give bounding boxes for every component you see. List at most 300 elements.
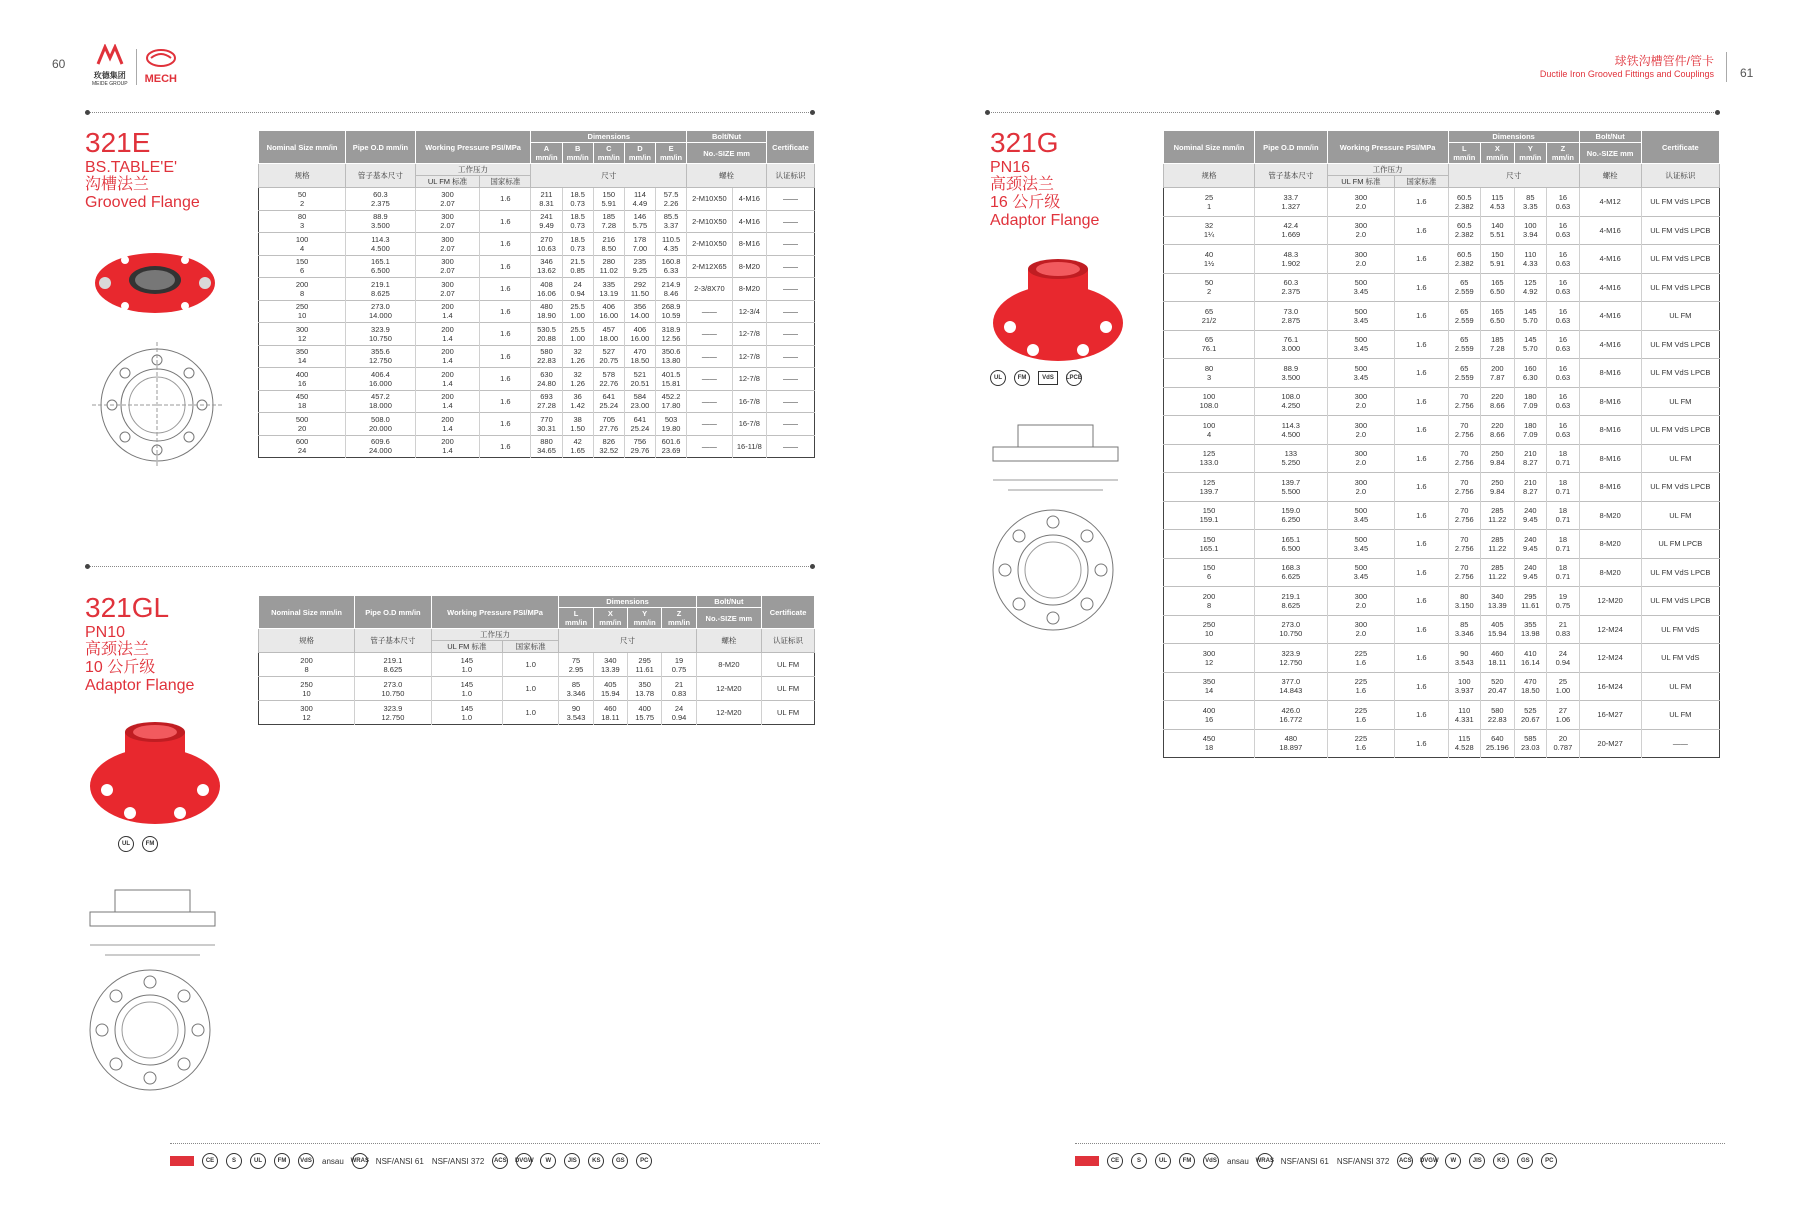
cell-d-mm: 178 [633,234,647,244]
cell-pipe-od [346,413,415,436]
cell-bolt-1: 2-3/8X70 [687,278,733,301]
cell-ulfm-pressure-in: 1.0 [461,688,473,698]
right-header-title [1540,52,1714,79]
cell-nominal [1164,501,1255,530]
cell-nominal [259,390,346,413]
cell-pipe-od-in: 1.669 [1281,230,1301,240]
cell-bolt: 8-M16 [1579,359,1641,388]
cell-b [562,255,593,278]
col-bolt: Bolt/Nut [687,131,767,143]
cell-z-mm: 25 [1558,677,1568,687]
cn-cert: 认证标识 [762,629,815,653]
cell-pipe-od-in: 8.625 [371,288,390,298]
cell-z-mm: 16 [1558,392,1568,402]
cell-z-mm: 21 [1558,620,1568,630]
cell-z [1547,473,1580,502]
cell-ulfm-pressure-mm: 200 [441,302,454,312]
cell-x-in: 5.51 [1490,230,1505,240]
cell-y [1514,587,1547,616]
cn-pipe: 管子基本尺寸 [355,629,432,653]
cell-a-in: 18.90 [537,311,556,321]
cell-e [656,435,687,458]
cell-bolt-2: 16-7/8 [732,413,766,436]
cell-l-mm: 70 [1460,563,1469,573]
cell-cert: —— [767,390,815,413]
cell-gb-pressure: 1.6 [480,300,531,323]
cert-mark-15: PC [636,1153,652,1169]
cert-mark-8: NSF/ANSI 372 [431,1156,485,1166]
cell-x-in: 18.11 [1488,657,1507,667]
cell-cert: —— [767,323,815,346]
cell-d [624,233,655,256]
cell-b [562,435,593,458]
cell-y-mm: 525 [1524,705,1537,715]
cell-x-mm: 640 [1491,734,1504,744]
cell-ulfm-pressure [1327,359,1395,388]
cell-x-mm: 220 [1491,420,1504,430]
cell-a [531,345,562,368]
cell-d-in: 29.76 [630,446,650,456]
cell-gb-pressure: 1.6 [480,345,531,368]
cell-nominal [259,701,355,725]
cn-bolt: 螺栓 [687,164,767,188]
cell-y [1514,273,1547,302]
cell-bolt: 8-M16 [1579,416,1641,445]
col-working: Working Pressure PSI/MPa [431,596,559,629]
cell-pipe-od-in: 24.000 [368,446,392,456]
cell-l [559,677,593,701]
cell-nominal-mm: 65 [1204,306,1214,316]
cell-y-in: 6.30 [1523,372,1538,382]
cert-mark-1: S [1131,1153,1147,1169]
cell-a [531,210,562,233]
cell-l-in: 3.346 [1454,629,1474,639]
cell-cert: UL FM VdS [1641,644,1719,673]
cell-nominal [1164,330,1255,359]
cell-pipe-od [346,368,415,391]
cn-pipe: 管子基本尺寸 [1255,164,1328,188]
cell-a [531,188,562,211]
vds-icon: VdS [1038,371,1058,385]
cell-pipe-od-mm: 406.4 [371,369,390,379]
cell-pipe-od [1255,416,1328,445]
cell-gb-pressure: 1.0 [503,677,559,701]
cell-nominal-mm: 400 [295,369,309,379]
cell-bolt: 8-M20 [1579,558,1641,587]
cell-b [562,323,593,346]
cell-nominal-mm: 100 [1202,392,1216,402]
brand-cn: 玫德集团 [93,71,126,80]
cell-c-mm: 406 [602,302,616,312]
cell-bolt: 12-M24 [1579,615,1641,644]
cell-a-in: 13.62 [537,266,556,276]
cell-d-in: 7.00 [632,243,648,253]
cell-y-in: 13.98 [1520,629,1540,639]
cell-cert: UL FM VdS LPCB [1641,188,1719,217]
cell-ulfm-pressure-in: 3.45 [1353,543,1369,553]
cell-l-mm: 115 [1458,734,1471,744]
cell-y-in: 13.78 [635,688,655,698]
cell-x [1481,473,1515,502]
cell-ulfm-pressure-mm: 300 [1354,192,1368,202]
cell-nominal-mm: 250 [1202,620,1216,630]
cell-z [1547,216,1580,245]
cell-pipe-od [1255,444,1328,473]
cell-gb-pressure: 1.6 [1395,587,1448,616]
cell-y-mm: 400 [638,703,651,713]
cell-pipe-od-mm: 219.1 [383,655,403,665]
cell-ulfm-pressure-mm: 500 [1354,534,1368,544]
cell-ulfm-pressure [1327,273,1395,302]
cell-ulfm-pressure-mm: 200 [441,414,454,424]
cell-e [656,255,687,278]
cell-y [628,701,662,725]
table-row [259,677,815,701]
cell-y-in: 3.94 [1523,230,1538,240]
cell-y-mm: 145 [1524,306,1537,316]
footer-cert-strip-right [1075,1153,1557,1169]
cell-b [562,278,593,301]
cell-cert: —— [767,210,815,233]
cell-ulfm-pressure [1327,501,1395,530]
cell-nominal [1164,530,1255,559]
cell-z-in: 1.00 [1555,686,1571,696]
cell-y-mm: 160 [1524,363,1537,373]
cell-ulfm-pressure-in: 2.07 [440,243,455,253]
cell-pipe-od [1255,330,1328,359]
cell-ulfm-pressure [1327,416,1395,445]
cell-pipe-od-mm: 76.1 [1283,335,1299,345]
product-class-cn: 16 公斤级 [990,193,1061,211]
cell-e-in: 8.46 [663,288,679,298]
cell-cert: UL FM VdS LPCB [1641,245,1719,274]
cell-pipe-od-mm: 133 [1284,449,1298,459]
spec-table-321g [1163,130,1720,758]
cert-mark-10: DVGW [516,1153,532,1169]
cell-ulfm-pressure-mm: 300 [441,279,454,289]
cell-nominal [1164,644,1255,673]
cell-a-in: 30.31 [537,423,556,433]
col-pipe: Pipe O.D mm/in [346,131,415,164]
cell-ulfm-pressure [1327,615,1395,644]
cell-a-mm: 530.5 [537,324,556,334]
cell-l [1448,245,1481,274]
cell-d [624,300,655,323]
cell-ulfm-pressure [431,701,502,725]
cell-ulfm-pressure [415,188,480,211]
cell-l-in: 3.346 [566,688,586,698]
col-working: Working Pressure PSI/MPa [1327,131,1448,164]
cell-z-mm: 16 [1558,363,1568,373]
cell-bolt-1: —— [687,413,733,436]
product-standard: PN10 [85,623,126,641]
cell-pipe-od [1255,701,1328,730]
cell-e [656,323,687,346]
cell-d [624,323,655,346]
cell-nominal-mm: 200 [300,655,313,665]
table-row [1164,729,1720,758]
cn-gb: 国家标准 [503,641,559,653]
cert-mark-7: NSF/ANSI 61 [1280,1156,1329,1166]
table-row [1164,644,1720,673]
cell-l [1448,473,1481,502]
cell-pipe-od-mm: 88.9 [373,212,388,222]
cell-nominal-mm: 350 [1202,677,1216,687]
cell-ulfm-pressure-mm: 300 [1354,392,1368,402]
cert-mark-4: VdS [298,1153,314,1169]
cell-l [1448,273,1481,302]
cell-bolt-2: 12-7/8 [732,368,766,391]
cell-y [1514,216,1547,245]
cell-ulfm-pressure-in: 2.0 [1355,486,1367,496]
cell-c-mm: 185 [602,212,616,222]
cell-nominal-in: 6 [1206,572,1212,582]
cell-b-mm: 32 [573,347,582,357]
cell-bolt-2: 16-7/8 [732,390,766,413]
cell-ulfm-pressure-in: 2.0 [1355,629,1367,639]
cell-z-mm: 19 [674,655,684,665]
cell-e-mm: 452.2 [661,392,681,402]
cell-a-mm: 270 [540,234,553,244]
cell-pipe-od-mm: 508.0 [371,414,390,424]
cn-press: 工作压力 [1327,164,1448,176]
cell-l-mm: 100 [1458,677,1471,687]
cell-pipe-od-in: 4.250 [1281,401,1301,411]
cell-pipe-od-mm: 114.3 [371,234,390,244]
col-cert: Certificate [767,131,815,164]
cell-x [1481,330,1515,359]
table-row [1164,273,1720,302]
cell-e-mm: 268.9 [661,302,681,312]
cell-y [1514,245,1547,274]
cell-ulfm-pressure [1327,188,1395,217]
cell-x [1481,359,1515,388]
cell-pipe-od-in: 5.500 [1281,486,1301,496]
cell-l-mm: 65 [1460,335,1469,345]
cell-b-in: 1.42 [570,401,585,411]
cell-pipe-od [346,323,415,346]
cell-y [1514,302,1547,331]
cell-pipe-od-mm: 60.3 [1283,278,1299,288]
cn-size: 尺寸 [559,629,696,653]
cell-nominal [259,300,346,323]
cell-ulfm-pressure-in: 3.45 [1353,572,1369,582]
cn-size: 尺寸 [531,164,687,188]
cell-c-mm: 641 [602,392,616,402]
cell-b-in: 1.00 [570,311,585,321]
cell-z [1547,587,1580,616]
cell-z-mm: 16 [1558,335,1568,345]
cell-x-in: 22.83 [1487,714,1507,724]
cell-ulfm-pressure [431,653,502,677]
cell-x-mm: 165 [1491,306,1504,316]
cell-c [593,210,624,233]
cell-x-mm: 200 [1491,363,1504,373]
cell-nominal-in: 1¼ [1203,230,1215,240]
cell-d-mm: 356 [633,302,647,312]
cell-pipe-od [346,255,415,278]
cell-y-mm: 180 [1524,420,1537,430]
cell-b-in: 0.73 [570,198,585,208]
cell-pipe-od-mm: 60.3 [373,189,388,199]
cell-a [531,368,562,391]
cell-ulfm-pressure [415,233,480,256]
cell-z-in: 0.787 [1553,743,1573,753]
cell-gb-pressure: 1.6 [480,435,531,458]
cell-gb-pressure: 1.6 [1395,672,1448,701]
cell-x [1481,444,1515,473]
cell-l-in: 3.543 [566,712,586,722]
cell-bolt-1: 2-M10X50 [687,233,733,256]
cell-d-in: 16.00 [630,333,650,343]
cell-nominal [259,677,355,701]
table-row [259,435,815,458]
cell-nominal [1164,615,1255,644]
cell-d-in: 20.51 [630,378,650,388]
cell-nominal-in: 16 [1204,714,1214,724]
rule-321e [85,112,815,113]
cell-nominal-in: 4 [1206,429,1212,439]
cell-ulfm-pressure-in: 1.6 [1355,686,1367,696]
cell-ulfm-pressure [1327,701,1395,730]
cell-a [531,233,562,256]
cell-gb-pressure: 1.6 [1395,444,1448,473]
brand-bar-icon [170,1156,194,1166]
cell-e-mm: 214.9 [661,279,681,289]
cell-z-mm: 18 [1558,563,1568,573]
cell-d-mm: 470 [633,347,647,357]
cell-x-mm: 340 [604,655,617,665]
cell-l-in: 2.382 [1454,201,1474,211]
cell-ulfm-pressure-mm: 200 [441,392,454,402]
cell-c-mm: 216 [602,234,616,244]
cell-l-mm: 90 [1460,648,1469,658]
cell-x [1481,245,1515,274]
cell-a-in: 9.49 [539,221,554,231]
cell-ulfm-pressure [1327,302,1395,331]
cell-nominal [1164,587,1255,616]
cell-y [1514,729,1547,758]
cn-cert: 认证标识 [767,164,815,188]
cn-bolt: 螺栓 [696,629,761,653]
cell-pipe-od-in: 12.750 [1279,657,1303,667]
cert-mark-12: JIS [564,1153,580,1169]
cell-a-in: 20.88 [537,333,556,343]
cell-z-mm: 16 [1558,278,1568,288]
cell-x-in: 15.94 [1487,629,1507,639]
cell-x [1481,273,1515,302]
footer-cert-strip-left [170,1153,652,1169]
cell-nominal-in: 139.7 [1199,486,1219,496]
cell-c-mm: 705 [602,414,616,424]
cert-mark-6: WRAS [1257,1153,1273,1169]
col-bolt: Bolt/Nut [1579,131,1641,143]
cell-gb-pressure: 1.6 [1395,359,1448,388]
cell-l-mm: 60.5 [1456,249,1472,259]
cell-l [1448,188,1481,217]
cert-mark-14: GS [1517,1153,1533,1169]
cell-ulfm-pressure [1327,387,1395,416]
cell-c-mm: 457 [602,324,616,334]
cell-gb-pressure: 1.6 [1395,530,1448,559]
cell-e-in: 23.69 [661,446,681,456]
cell-x-mm: 185 [1491,335,1504,345]
cell-e-mm: 503 [664,414,678,424]
cell-nominal [1164,245,1255,274]
spec-table-321e [258,130,815,458]
cell-ulfm-pressure [1327,216,1395,245]
cell-l-mm: 65 [1460,306,1469,316]
cell-z [1547,359,1580,388]
cell-nominal [1164,558,1255,587]
cell-l-in: 2.95 [568,664,584,674]
cell-d [624,210,655,233]
cell-c [593,188,624,211]
cell-x [1481,188,1515,217]
cell-z-in: 0.63 [1555,401,1571,411]
cell-l-mm: 60.5 [1456,221,1472,231]
cell-d-mm: 146 [633,212,647,222]
cell-pipe-od-mm: 609.6 [371,437,390,447]
cell-z-in: 0.63 [1555,258,1571,268]
cert-mark-6: WRAS [352,1153,368,1169]
cell-gb-pressure: 1.6 [480,390,531,413]
cell-pipe-od-in: 10.750 [1279,629,1303,639]
cell-pipe-od-mm: 165.1 [371,257,390,267]
cell-a-in: 34.65 [537,446,556,456]
cell-bolt: 4-M16 [1579,245,1641,274]
header-divider [1726,52,1727,82]
cell-pipe-od [346,390,415,413]
cell-y [1514,558,1547,587]
cell-ulfm-pressure [415,210,480,233]
cell-bolt: 4-M12 [1579,188,1641,217]
cell-y-in: 5.70 [1523,315,1538,325]
cell-z [1547,729,1580,758]
cell-z-mm: 24 [1558,648,1568,658]
col-dimensions: Dimensions [559,596,696,608]
cell-ulfm-pressure [1327,473,1395,502]
cell-cert: UL FM [1641,672,1719,701]
cell-z-in: 0.63 [1555,344,1571,354]
cell-ulfm-pressure-in: 1.4 [442,423,453,433]
table-row [259,233,815,256]
col-nominal: Nominal Size mm/in [259,596,355,629]
cell-x-in: 6.50 [1490,315,1505,325]
cell-e-mm: 110.5 [661,234,681,244]
cell-ulfm-pressure-in: 2.0 [1355,230,1367,240]
cell-c-in: 20.75 [599,356,619,366]
cell-ulfm-pressure-mm: 500 [1354,278,1368,288]
cell-c-in: 5.91 [601,198,617,208]
cell-b [562,368,593,391]
cell-z-mm: 27 [1558,705,1568,715]
cell-gb-pressure: 1.6 [1395,701,1448,730]
cell-bolt: 8-M20 [1579,501,1641,530]
rule-321g [985,112,1720,113]
cell-z [1547,245,1580,274]
cell-cert: —— [767,233,815,256]
cell-x [1481,672,1515,701]
cell-ulfm-pressure-in: 1.4 [442,378,453,388]
cert-mark-3: FM [1179,1153,1195,1169]
cell-z [1547,701,1580,730]
cn-size: 尺寸 [1448,164,1579,188]
cert-mark-2: UL [1155,1153,1171,1169]
cell-gb-pressure: 1.6 [1395,245,1448,274]
cell-z-in: 0.75 [671,664,687,674]
cell-bolt-2: 4-M16 [732,210,766,233]
